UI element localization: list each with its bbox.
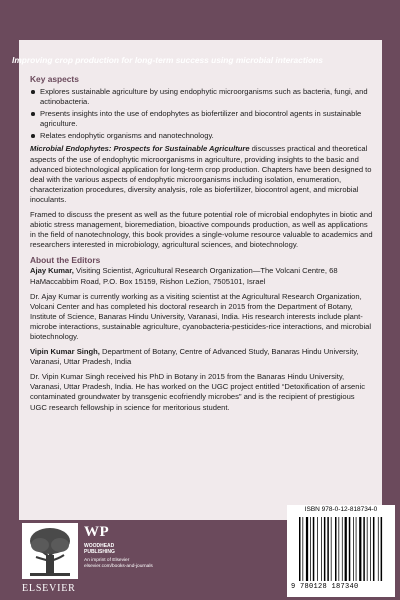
imprint-text: An imprint of Elsevier elsevier.com/books-and-journals	[84, 558, 153, 569]
tagline: Improving crop production for long-term success using microbial interactions	[12, 55, 323, 65]
editor2-affiliation: Vipin Kumar Singh, Department of Botany, Centre of Advanced Study, Banaras Hindu University, Varanasi, Uttar Pradesh, India	[30, 347, 359, 367]
list-item: Presents insights into the use of endophytes as biofertilizer and biocontrol agents in sustainable agriculture.	[30, 109, 373, 129]
editor1-affiliation: Ajay Kumar, Visiting Scientist, Agricultural Research Organization—The Volcani Centre, 68 HaMaccabbim Road, P.O. Box 15159, Rishon LeZion, 7505101, Israel	[30, 266, 338, 286]
book-title: Microbial Endophytes: Prospects for Sustainable Agriculture	[30, 144, 250, 154]
editor2-bio: Dr. Vipin Kumar Singh received his PhD in Botany in 2015 from the Banaras Hindu University, Varanasi, Uttar Pradesh, India. He has worked on the UGC project entitled “Detoxification of arsenic contaminated groundwater by transgenic ecofriendly microbes” and is the recipient of prestigious UGC research fellowship in science for meritorious student.	[30, 372, 365, 412]
bullet-icon	[31, 112, 35, 116]
barcode-bars-icon	[299, 517, 383, 581]
bullet-icon	[31, 134, 35, 138]
editor2-name: Vipin Kumar Singh,	[30, 347, 100, 357]
description-paragraph-2: Framed to discuss the present as well as the future potential role of microbial endophytes in biotic and abiotic stress management, bioremediation, bioactive compounds production, as well as applications in the field of nanotechnology, this book provides a single-volume resource valuable to academics and researchers interested in microbiology, agricultural sciences, and biotechnology.	[30, 210, 373, 250]
elsevier-tree-logo-icon	[22, 523, 78, 579]
barcode-digits: 9 780128 187340	[291, 583, 359, 591]
top-band	[0, 0, 400, 40]
list-item: Explores sustainable agriculture by using endophytic microorganisms such as bacteria, fungi, and actinobacteria.	[30, 87, 373, 107]
description-paragraph-1: Microbial Endophytes: Prospects for Sustainable Agriculture discusses practical and theoretical aspects of the use of endophytic microorganisms in agriculture, providing insights to the basic and advanced biotechnological application for long-term crop production. Chapters have been designed to deal with the various aspects of endophytic microorganisms including isolation, enumeration, characterization procedures, diversity analysis, role as biofertilizer, biocontrol agent, and microbial inoculants.	[30, 144, 372, 204]
key-aspects-list	[30, 87, 373, 141]
editor1-bio: Dr. Ajay Kumar is currently working as a visiting scientist at the Agricultural Research Organization, Volcani Center and has completed his doctoral research in 2015 from the Department of Botany, Institute of Science, Banaras Hindu University, Varanasi, India. His research interests include plant-microbe interactions, sustainable agriculture, cyanobacteria-pesticides-rice interactions, and microbial biotechnology.	[30, 291, 372, 341]
isbn-text: ISBN 978-0-12-818734-0	[304, 506, 378, 513]
content-panel	[19, 40, 382, 520]
list-item: Relates endophytic organisms and nanotechnology.	[30, 131, 373, 141]
publisher-name: WOODHEAD PUBLISHING	[84, 543, 115, 555]
bullet-icon	[31, 90, 35, 94]
key-aspects-heading: Key aspects	[30, 74, 79, 84]
wp-logo-letters: WP	[84, 524, 110, 540]
elsevier-wordmark: ELSEVIER	[22, 583, 76, 594]
editor1-name: Ajay Kumar,	[30, 266, 74, 276]
barcode	[287, 505, 395, 597]
editors-heading: About the Editors	[30, 255, 101, 266]
